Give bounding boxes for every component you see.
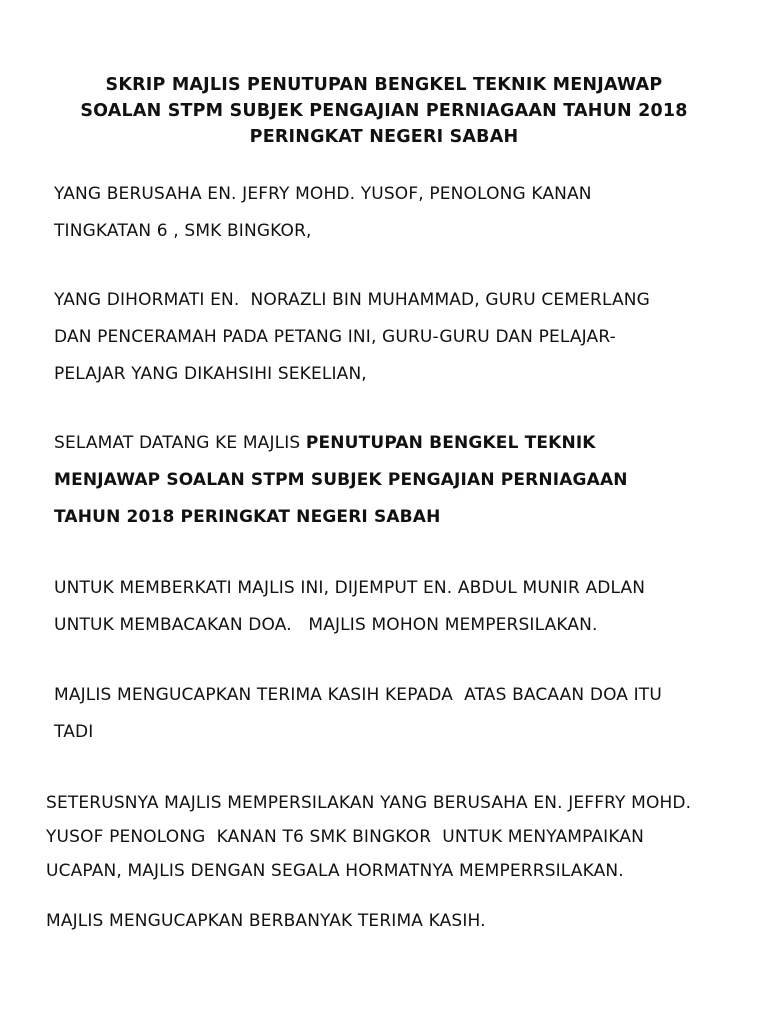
document-title xyxy=(40,72,728,150)
event-name-bold: TAHUN 2018 PERINGKAT NEGERI SABAH xyxy=(54,507,441,527)
welcome-text: SELAMAT DATANG KE MAJLIS xyxy=(54,433,306,453)
title-line-1: SKRIP MAJLIS PENUTUPAN BENGKEL TEKNIK MENJAWAP xyxy=(105,75,663,95)
event-name-bold: MENJAWAP SOALAN STPM SUBJEK PENGAJIAN PERNIAGAAN xyxy=(54,470,628,490)
paragraph-line: YANG DIHORMATI EN. NORAZLI BIN MUHAMMAD, GURU CEMERLANG xyxy=(54,290,650,310)
paragraph-line: MAJLIS MENGUCAPKAN BERBANYAK TERIMA KASIH. xyxy=(46,911,486,931)
paragraph-line xyxy=(54,425,628,462)
greeting-paragraph-1 xyxy=(54,176,592,250)
closing-thanks-paragraph xyxy=(46,904,486,938)
paragraph-line: YANG BERUSAHA EN. JEFRY MOHD. YUSOF, PENOLONG KANAN xyxy=(54,184,592,204)
doa-invitation-paragraph xyxy=(54,570,645,644)
event-name-bold: PENUTUPAN BENGKEL TEKNIK xyxy=(305,433,596,453)
paragraph-line: UNTUK MEMBERKATI MAJLIS INI, DIJEMPUT EN. ABDUL MUNIR ADLAN xyxy=(54,578,646,598)
paragraph-line: UCAPAN, MAJLIS DENGAN SEGALA HORMATNYA MEMPERRSILAKAN. xyxy=(46,861,624,881)
paragraph-line: TINGKATAN 6 , SMK BINGKOR, xyxy=(54,221,312,241)
paragraph-line: TADI xyxy=(54,722,94,742)
title-line-3: PERINGKAT NEGERI SABAH xyxy=(249,127,519,147)
paragraph-line: MAJLIS MENGUCAPKAN TERIMA KASIH KEPADA ATAS BACAAN DOA ITU xyxy=(54,685,662,705)
paragraph-line: YUSOF PENOLONG KANAN T6 SMK BINGKOR UNTUK MENYAMPAIKAN xyxy=(46,827,644,847)
paragraph-line: DAN PENCERAMAH PADA PETANG INI, GURU-GURU DAN PELAJAR- xyxy=(54,327,616,347)
paragraph-line: SETERUSNYA MAJLIS MEMPERSILAKAN YANG BERUSAHA EN. JEFFRY MOHD. xyxy=(46,793,692,813)
speech-invitation-paragraph xyxy=(46,786,691,888)
paragraph-line: PELAJAR YANG DIKAHSIHI SEKELIAN, xyxy=(54,364,367,384)
welcome-paragraph xyxy=(54,425,628,536)
thanks-doa-paragraph xyxy=(54,677,662,751)
paragraph-line: UNTUK MEMBACAKAN DOA. MAJLIS MOHON MEMPERSILAKAN. xyxy=(54,615,598,635)
title-line-2: SOALAN STPM SUBJEK PENGAJIAN PERNIAGAAN TAHUN 2018 xyxy=(80,101,688,121)
greeting-paragraph-2 xyxy=(54,282,650,393)
